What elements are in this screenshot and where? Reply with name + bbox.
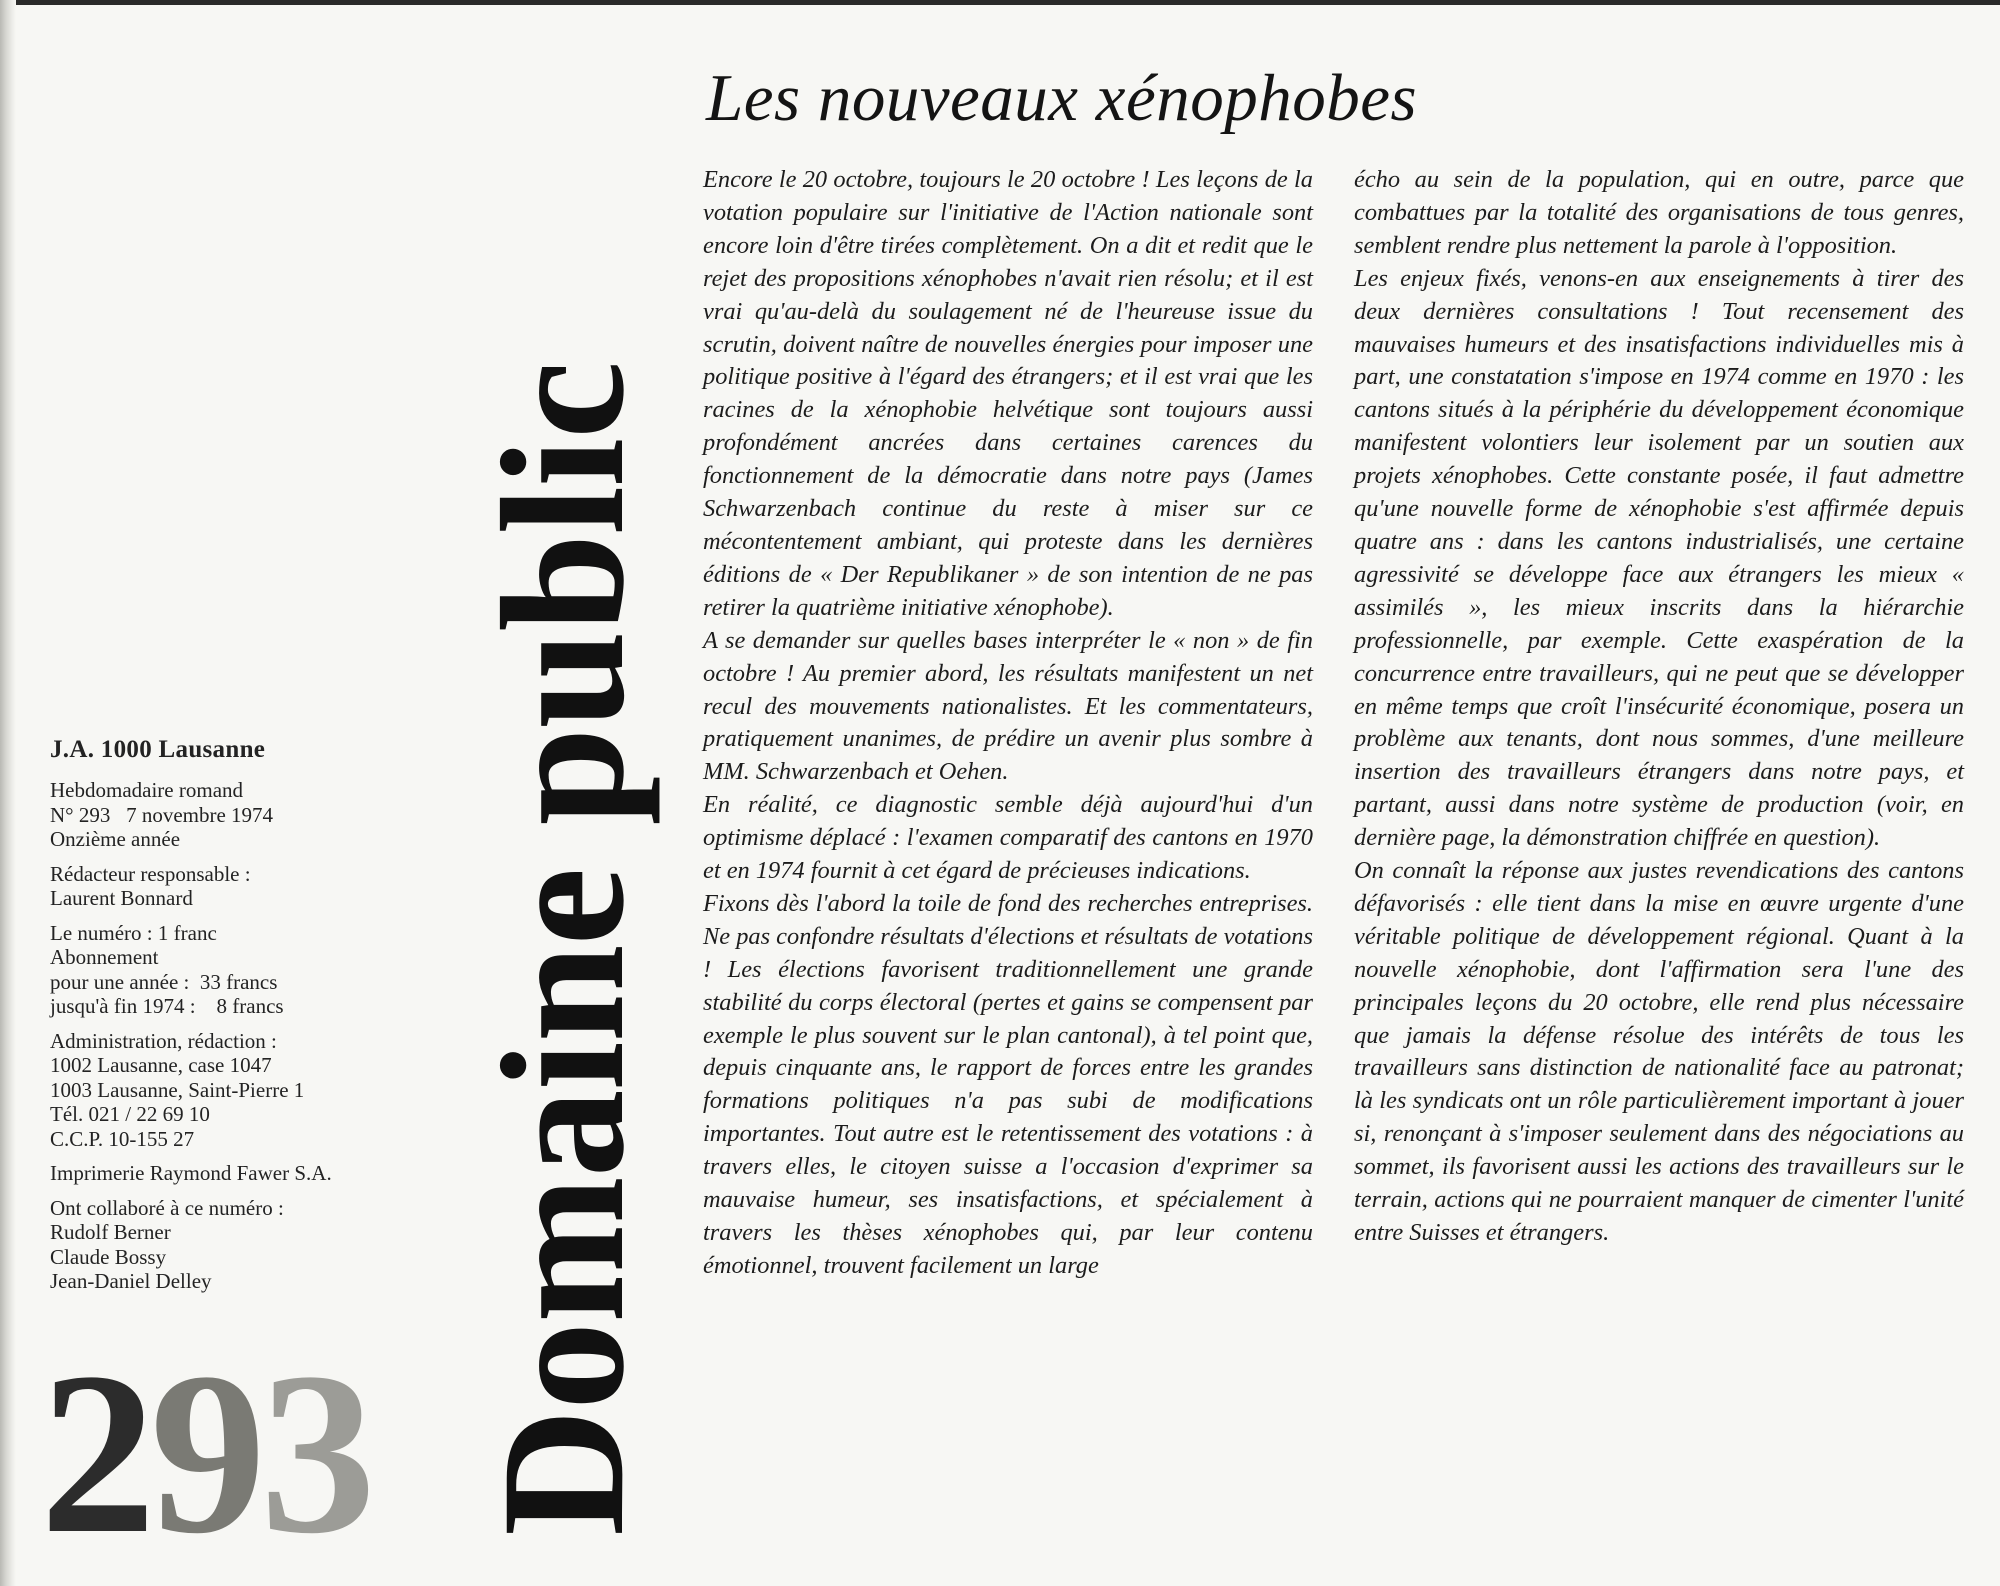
masthead-line: Le numéro : 1 franc	[50, 920, 217, 945]
masthead-line: Claude Bossy	[50, 1244, 167, 1269]
article-paragraph: Fixons dès l'abord la toile de fond des recherches entreprises. Ne pas confondre résultats d'élections et résultats de votations ! Les élections favorisent traditionnellement une grande stabilité du corps électoral (pertes et gains se compensent par exemple le plus souvent sur le plan cantonal), à tel point que, depuis cinquante ans, le rapport de forces entre les grandes formations politiques n'a pas subi de modifications importantes. Tout autre est le retentissement des votations : à travers elles, le citoyen suisse a l'occasion d'exprimer sa mauvaise humeur, ses insatisfactions, et spécialement à travers les thèses xénophobes qui, par leur contenu émotionnel, trouvent facilement un large	[703, 889, 1313, 1279]
masthead-line: pour une année : 33 francs	[50, 969, 278, 994]
publication-title: Domaine public	[466, 361, 661, 1536]
masthead-line: Laurent Bonnard	[50, 886, 193, 910]
masthead-ja: J.A. 1000 Lausanne	[50, 736, 266, 763]
masthead-line: Abonnement	[50, 945, 159, 969]
masthead-line: N° 293 7 novembre 1974	[50, 802, 274, 827]
masthead-group	[50, 1029, 450, 1152]
article-paragraph: Les enjeux fixés, venons-en aux enseignements à tirer des deux dernières consultations ! Tout recensement des mauvaises humeurs et des insatisfactions individuelles mis à part, une constatation s'impose en 1974 comme en 1970 : les cantons situés à la périphérie du développement économique manifestent volontiers leur isolement par un soutien aux projets xénophobes. Cette constante posée, il faut admettre qu'une nouvelle forme de xénophobie s'est affirmée depuis quatre ans : dans les cantons industrialisés, une certaine agressivité se développe face aux étrangers les mieux « assimilés », les mieux inscrits dans la hiérarchie professionnelle, par exemple. Cette exaspération de la concurrence entre travailleurs, qui ne peut que se développer en même temps que croît l'insécurité économique, posera un problème aux tenants, dont nous sommes, d'une meilleure insertion des travailleurs étrangers dans notre pays, et partant, aussi dans notre système de production (voir, en dernière page, la démonstration chiffrée en question).	[1354, 264, 1964, 852]
masthead-line: Imprimerie Raymond Fawer S.A.	[50, 1161, 332, 1185]
issue-digit: 3	[260, 1325, 370, 1582]
article-column-left	[703, 164, 1313, 1283]
masthead-details	[50, 778, 450, 1294]
masthead-line: Rudolf Berner	[50, 1220, 171, 1244]
article-paragraph: On connaît la réponse aux justes revendications des cantons défavorisés : elle tient dans la mise en œuvre urgente d'une véritable politique de développement régional. Quant à la nouvelle xénophobie, dont l'affirmation sera l'une des principales leçons du 20 octobre, elle rend plus nécessaire que jamais la défense résolue des intérêts de tous les travailleurs sans distinction de nationalité face au patronat; là les syndicats ont un rôle particulièrement important à jouer si, renonçant à s'imposer seulement dans des négociations au sommet, ils favorisent aussi les actions des travailleurs sur le terrain, actions qui ne pourraient manquer de cimenter l'unité entre Suisses et étrangers.	[1354, 857, 1964, 1246]
masthead-line: Ont collaboré à ce numéro :	[50, 1195, 284, 1220]
masthead-line: Tél. 021 / 22 69 10	[50, 1102, 210, 1126]
article-paragraph: En réalité, ce diagnostic semble déjà aujourd'hui d'un optimisme déplacé : l'examen comparatif des cantons en 1970 et en 1974 fournit à cet égard de précieuses indications.	[703, 791, 1313, 885]
masthead-line: Administration, rédaction :	[50, 1028, 277, 1053]
masthead-line: 1003 Lausanne, Saint-Pierre 1	[50, 1077, 305, 1102]
masthead-line: Hebdomadaire romand	[50, 778, 244, 802]
article-paragraph: écho au sein de la population, qui en outre, parce que combattues par la totalité des organisations de tous genres, semblent rendre plus nettement la parole à l'opposition.	[1354, 166, 1964, 259]
issue-digit: 2	[40, 1325, 150, 1582]
article-paragraph: A se demander sur quelles bases interpréter le « non » de fin octobre ! Au premier abord, les résultats manifestent un net recul des mouvements nationalistes. Et les commentateurs, pratiquement unanimes, de prédire un avenir plus sombre à MM. Schwarzenbach et Oehen.	[703, 626, 1313, 786]
masthead-line: jusqu'à fin 1974 : 8 francs	[50, 994, 284, 1018]
masthead-group	[50, 921, 450, 1019]
issue-number	[40, 1325, 370, 1582]
masthead-group	[50, 1161, 450, 1186]
masthead-line: 1002 Lausanne, case 1047	[50, 1053, 272, 1077]
article-headline: Les nouveaux xénophobes	[706, 61, 1418, 135]
page-edge	[0, 0, 16, 1586]
masthead-line: Rédacteur responsable :	[50, 861, 251, 886]
masthead-group	[50, 862, 450, 911]
masthead-line: Onzième année	[50, 827, 181, 851]
masthead-line: Jean-Daniel Delley	[50, 1269, 212, 1293]
masthead-group	[50, 778, 450, 852]
masthead-line: C.C.P. 10-155 27	[50, 1126, 195, 1151]
issue-digit: 9	[150, 1325, 260, 1582]
masthead-block	[50, 736, 450, 1304]
article-paragraph: Encore le 20 octobre, toujours le 20 octobre ! Les leçons de la votation populaire sur l'initiative de l'Action nationale sont encore loin d'être tirées complètement. On a dit et redit que le rejet des propositions xénophobes n'avait rien résolu; et il est vrai qu'au-delà du soulagement né de l'heureuse issue du scrutin, doivent naître de nouvelles énergies pour imposer une politique positive à l'égard des étrangers; et il est vrai que les racines de la xénophobie helvétique sont toujours aussi profondément ancrées dans certaines carences du fonctionnement de la démocratie dans notre pays (James Schwarzenbach continue du reste à miser sur ce mécontentement ambiant, qui proteste dans les dernières éditions de « Der Republikaner » de son intention de ne pas retirer la quatrième initiative xénophobe).	[703, 166, 1313, 621]
article-column-right	[1354, 164, 1964, 1250]
masthead-group	[50, 1196, 450, 1294]
top-rule	[0, 0, 2000, 5]
